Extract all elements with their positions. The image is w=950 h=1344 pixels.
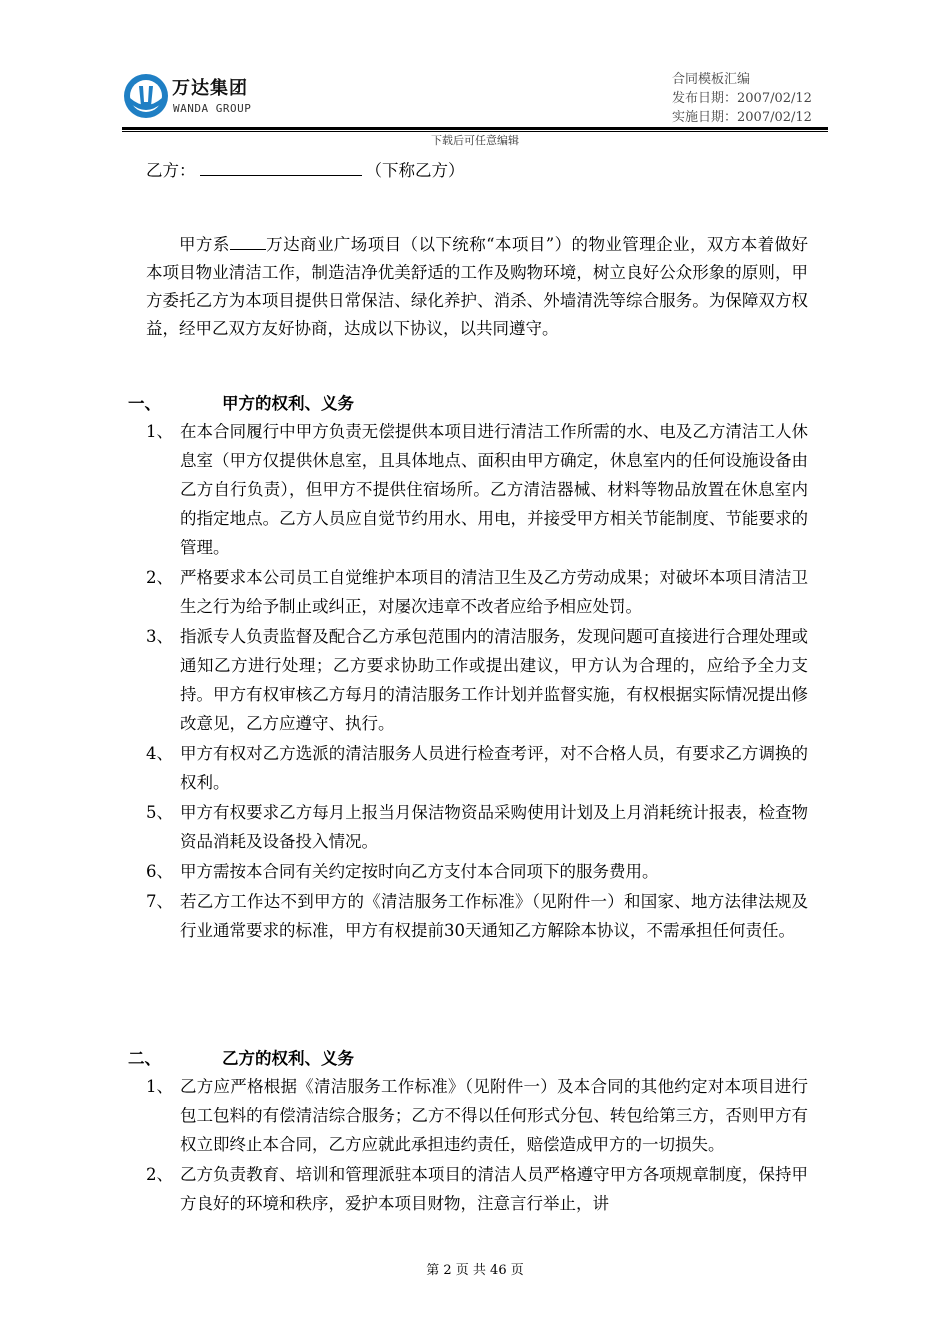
doc-type: 合同模板汇编 [672, 72, 751, 87]
section-heading-1 [128, 390, 354, 414]
list-item: 1、 在本合同履行中甲方负责无偿提供本项目进行清洁工作所需的水、电及乙方清洁工人休息室（甲方仅提供休息室，且具体地点、面积由甲方确定，休息室内的任何设施设备由乙方自行负责），但甲方不提供住宿场所。乙方清洁器械、材料等物品放置在休息室内的指定地点。乙方人员应自觉节约用水、用电，并接受甲方相关节能制度、节能要求的管理。 [146, 422, 808, 557]
page-number: 第 2 页 共 46 页 [426, 1263, 524, 1278]
brand-name-cn: 万达集团 [172, 78, 248, 99]
list-item: 4、 甲方有权对乙方选派的清洁服务人员进行检查考评，对不合格人员，有要求乙方调换的权利。 [146, 744, 808, 792]
intro-paragraph [146, 231, 808, 343]
section-number: 二、 [128, 1049, 161, 1068]
list-item: 5、 甲方有权要求乙方每月上报当月保洁物资品采购使用计划及上月消耗统计报表，检查物资品消耗及设备投入情况。 [146, 803, 808, 851]
intro-part1: 甲方系 [179, 235, 230, 254]
intro-part2: 万达商业广场项目（以下统称“本项目”）的物业管理企业，双方本着做好本项目物业清洁工作，制造洁净优美舒适的工作及购物环境，树立良好公众形象的原则，甲方委托乙方为本项目提供日常保洁、绿化养护、消杀、外墙清洗等综合服务。为保障双方权益，经甲乙双方友好协商，达成以下协议，以共同遵守。 [146, 235, 809, 338]
download-note: 下载后可任意编辑 [431, 134, 519, 147]
section-number: 一、 [128, 394, 161, 413]
header-meta [672, 70, 812, 127]
list-item: 6、 甲方需按本合同有关约定按时向乙方支付本合同项下的服务费用。 [146, 862, 659, 881]
section-1-items [146, 417, 808, 946]
section-title: 乙方的权利、义务 [222, 1049, 354, 1068]
publish-date: 发布日期：2007/02/12 [672, 91, 812, 106]
party-b-suffix: （下称乙方） [365, 161, 465, 180]
list-item: 2、 乙方负责教育、培训和管理派驻本项目的清洁人员严格遵守甲方各项规章制度，保持甲方良好的环境和秩序，爱护本项目财物，注意言行举止，讲 [146, 1165, 808, 1213]
section-heading-2 [128, 1045, 354, 1069]
list-item: 2、 严格要求本公司员工自觉维护本项目的清洁卫生及乙方劳动成果；对破坏本项目清洁卫生之行为给予制止或纠正，对屡次违章不改者应给予相应处罚。 [146, 568, 808, 616]
list-item: 3、 指派专人负责监督及配合乙方承包范围内的清洁服务，发现问题可直接进行合理处理或通知乙方进行处理；乙方要求协助工作或提出建议，甲方认为合理的，应给予全力支持。甲方有权审核乙方每月的清洁服务工作计划并监督实施，有权根据实际情况提出修改意见，乙方应遵守、执行。 [146, 627, 808, 733]
header-rule [122, 127, 828, 130]
list-item: 1、 乙方应严格根据《清洁服务工作标准》（见附件一）及本合同的其他约定对本项目进行包工包料的有偿清洁综合服务；乙方不得以任何形式分包、转包给第三方，否则甲方有权立即终止本合同，乙方应就此承担违约责任，赔偿造成甲方的一切损失。 [146, 1077, 808, 1154]
party-b-blank [200, 160, 362, 176]
list-item: 7、 若乙方工作达不到甲方的《清洁服务工作标准》（见附件一）和国家、地方法律法规及行业通常要求的标准，甲方有权提前30天通知乙方解除本协议，不需承担任何责任。 [146, 892, 808, 940]
intro-blank [230, 235, 266, 250]
effective-date: 实施日期：2007/02/12 [672, 110, 812, 125]
section-2-items [146, 1072, 808, 1219]
party-b-label: 乙方： [146, 161, 196, 180]
wanda-logo-icon [122, 72, 170, 120]
section-title: 甲方的权利、义务 [222, 394, 354, 413]
brand-name-en: WANDA GROUP [173, 102, 252, 115]
party-b-line [146, 157, 465, 181]
